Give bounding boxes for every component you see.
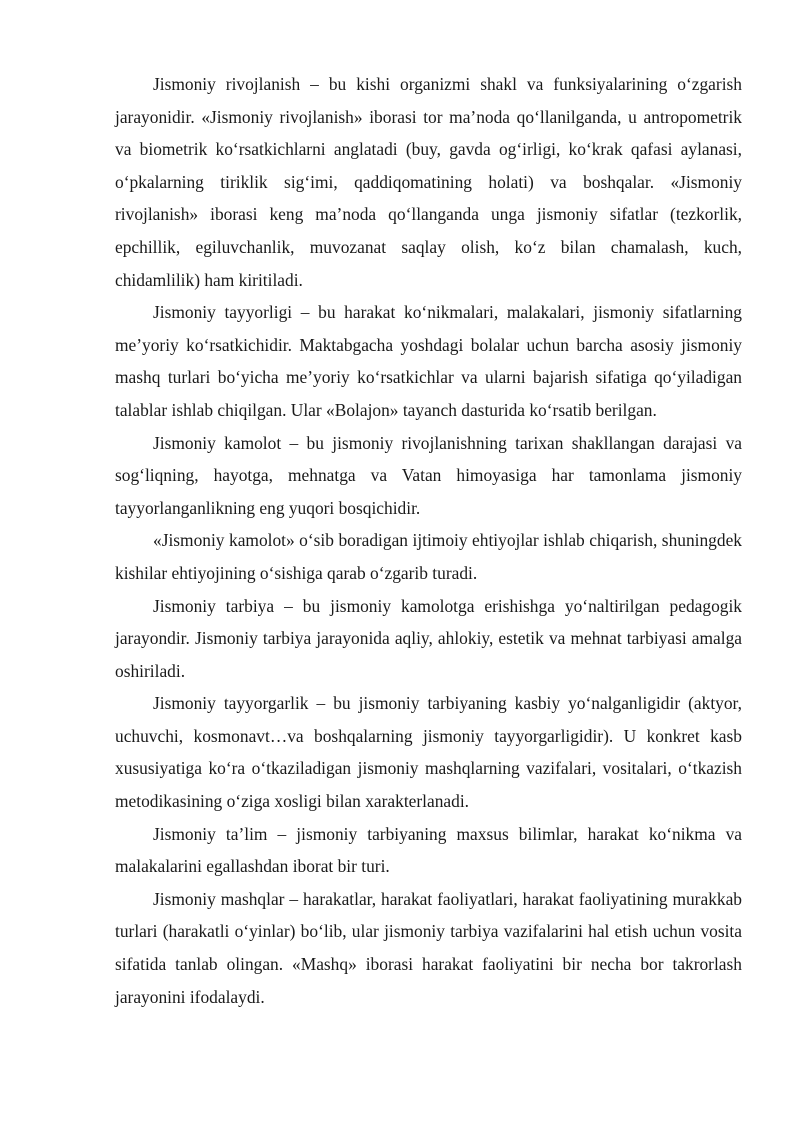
paragraph-jismoniy-mashqlar: Jismoniy mashqlar – harakatlar, harakat faoliyatlari, harakat faoliyatining murakkab turlari (harakatli o‘yinlar) bo‘lib, ular jismoniy tarbiya vazifalarini hal etish uchun vosita sifatida tanlab olingan. «Mashq» iborasi harakat faoliyatini bir necha bor takrorlash jarayonini ifodalaydi. [115,888,742,1007]
paragraph-jismoniy-rivojlanish: Jismoniy rivojlanish – bu kishi organizmi shakl va funksiyalarining o‘zgarish jarayonidir. «Jismoniy rivojlanish» iborasi tor ma’noda qo‘llanilganda, u antropometrik va biometrik ko‘rsatkichlarni anglatadi (buy, gavda og‘irligi, ko‘krak qafasi aylanasi, o‘pkalarning tiriklik sig‘imi, qaddiqomatining holati) va boshqalar. «Jismoniy rivojlanish» iborasi keng ma’noda qo‘llanganda unga jismoniy sifatlar (tezkorlik, epchillik, egiluvchanlik, muvozanat saqlay olish, ko‘z bilan chamalash, kuch, chidamlilik) ham kiritiladi. [115,74,742,290]
paragraph-jismoniy-tarbiya: Jismoniy tarbiya – bu jismoniy kamolotga erishishga yo‘naltirilgan pedagogik jarayondir. Jismoniy tarbiya jarayonida aqliy, ahlokiy, estetik va mehnat tarbiyasi amalga oshiriladi. [115,595,742,681]
paragraph-jismoniy-tayyorligi: Jismoniy tayyorligi – bu harakat ko‘nikmalari, malakalari, jismoniy sifatlarning me’yoriy ko‘rsatkichidir. Maktabgacha yoshdagi bolalar uchun barcha asosiy jismoniy mashq turlari bo‘yicha me’yoriy ko‘rsatkichlar va ularni bajarish sifatiga qo‘yiladigan talablar ishlab chiqilgan. Ular «Bolajon» tayanch dasturida ko‘rsatib berilgan. [115,302,742,420]
paragraph-jismoniy-talim: Jismoniy ta’lim – jismoniy tarbiyaning maxsus bilimlar, harakat ko‘nikma va malakalarini egallashdan iborat bir turi. [115,823,742,877]
paragraph-kamolot-ehtiyojlar: «Jismoniy kamolot» o‘sib boradigan ijtimoiy ehtiyojlar ishlab chiqarish, shuningdek kishilar ehtiyojining o‘sishiga qarab o‘zgarib turadi. [115,530,742,583]
document-page [115,68,742,1013]
paragraph-jismoniy-kamolot: Jismoniy kamolot – bu jismoniy rivojlanishning tarixan shakllangan darajasi va sog‘liqning, hayotga, mehnatga va Vatan himoyasiga har tamonlama jismoniy tayyorlanganlikning eng yuqori bosqichidir. [115,432,742,518]
paragraph-jismoniy-tayyorgarlik: Jismoniy tayyorgarlik – bu jismoniy tarbiyaning kasbiy yo‘nalganligidir (aktyor, uchuvchi, kosmonavt…va boshqalarning jismoniy tayyorgarligidir). U konkret kasb xususiyatiga ko‘ra o‘tkaziladigan jismoniy mashqlarning vazifalari, vositalari, o‘tkazish metodikasining o‘ziga xosligi bilan xarakterlanadi. [115,693,742,812]
